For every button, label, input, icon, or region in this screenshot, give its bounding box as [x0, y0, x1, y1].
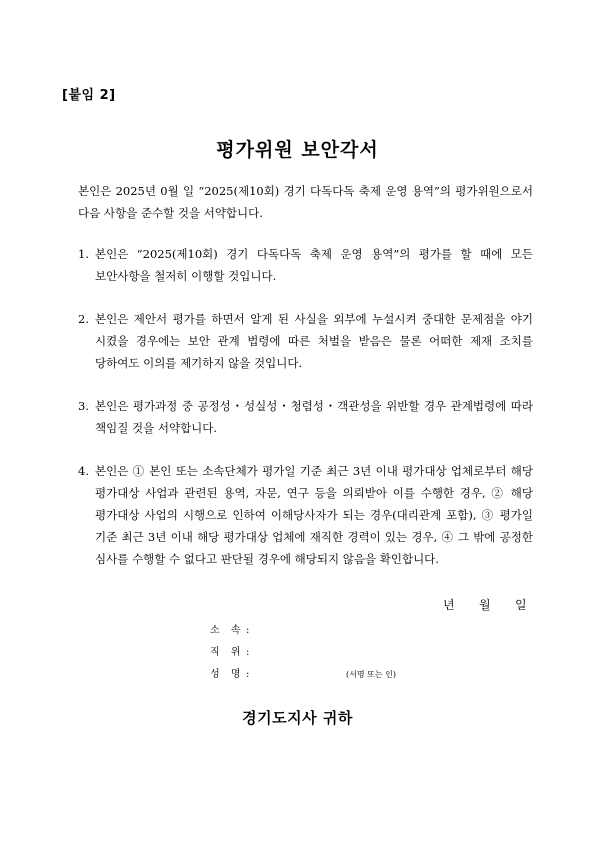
pledge-text: 본인은 ① 본인 또는 소속단체가 평가일 기준 최근 3년 이내 평가대상 업체로부터 해당 평가대상 사업과 관련된 용역, 자문, 연구 등을 의뢰받아 이를 수행한 경우, ② 해당 평가대상 사업의 시행으로 인하여 이해당사자가 되는 경우(대리관계 포함), ③ 평가일 기준 최근 3년 이내 해당 평가대상 업체에 재직한 경력이 있는 경우, ④ 그 밖에 공정한 심사를 수행할 수 없다고 판단될 경우에 해당되지 않음을 확인합니다. [95, 464, 533, 566]
position-colon: : [246, 647, 250, 658]
pledge-item-2 [78, 308, 533, 374]
sign-note: (서명 또는 인) [346, 670, 396, 679]
affiliation-colon: : [246, 625, 250, 636]
pledge-number: 3. [78, 399, 89, 413]
pledge-item-4 [78, 460, 533, 570]
attachment-label: [붙임 2] [62, 88, 116, 103]
pledge-item-3 [78, 395, 533, 439]
date-year-label: 년 [443, 598, 455, 612]
pledge-text: 본인은 제안서 평가를 하면서 알게 된 사실을 외부에 누설시켜 중대한 문제점을 야기 시켰을 경우에는 보안 관계 법령에 따른 처벌을 받음은 물론 어떠한 제재 조치를 당하여도 이의를 제기하지 않을 것입니다. [95, 312, 533, 370]
pledge-text: 본인은 “2025(제10회) 경기 다독다독 축제 운영 용역”의 평가를 할 때에 모든 보안사항을 철저히 이행할 것입니다. [95, 247, 533, 283]
affiliation-label: 소 속 [210, 625, 245, 636]
pledge-item-1 [78, 243, 533, 287]
name-row [210, 664, 396, 686]
document-title: 평가위원 보안각서 [216, 139, 379, 161]
position-label: 직 위 [210, 647, 245, 658]
position-row [210, 642, 396, 664]
addressee: 경기도지사 귀하 [242, 709, 353, 727]
pledge-number: 2. [78, 312, 89, 326]
name-colon: : [246, 669, 250, 680]
pledge-list [78, 243, 533, 591]
pledge-number: 4. [78, 464, 89, 478]
intro-paragraph: 본인은 2025년 0월 일 “2025(제10회) 경기 다독다독 축제 운영 용역”의 평가위원으로서 다음 사항을 준수할 것을 서약합니다. [78, 184, 533, 220]
pledge-number: 1. [78, 247, 89, 261]
signature-block [210, 620, 396, 686]
affiliation-row [210, 620, 396, 642]
date-day-label: 일 [515, 598, 527, 612]
pledge-text: 본인은 평가과정 중 공정성・성실성・청렴성・객관성을 위반할 경우 관계법령에 따라 책임질 것을 서약합니다. [95, 399, 533, 435]
date-month-label: 월 [479, 598, 491, 612]
date-line [443, 596, 535, 613]
name-label: 성 명 [210, 669, 245, 680]
